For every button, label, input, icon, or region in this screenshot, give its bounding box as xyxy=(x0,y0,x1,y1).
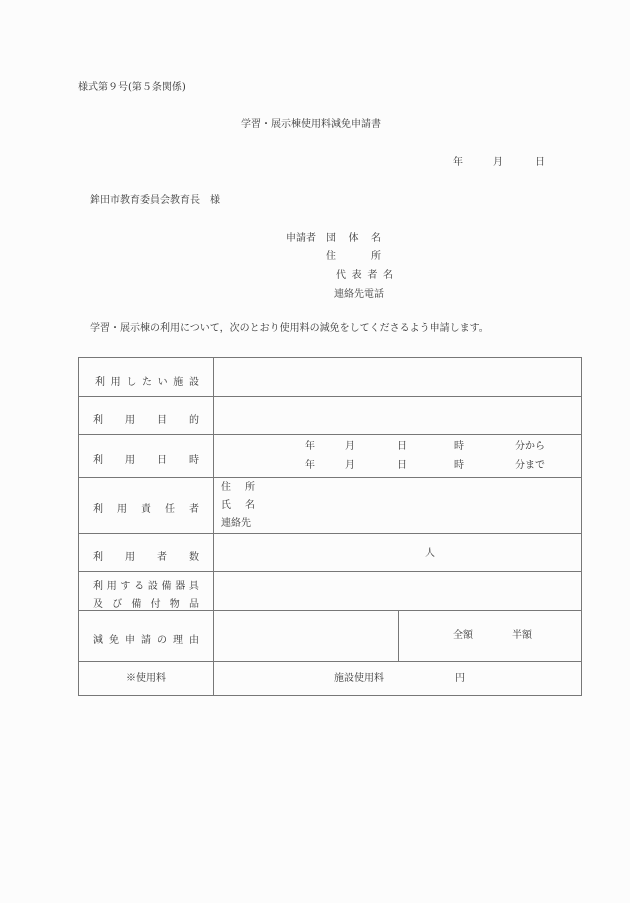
full-amount-option[interactable]: 全額 xyxy=(453,630,473,641)
label-responsible: 利 用 責 任 者 xyxy=(93,504,199,515)
applicant-label: 申請者 xyxy=(286,233,316,244)
facility-field[interactable] xyxy=(215,358,581,395)
responsible-contact[interactable]: 連絡先 xyxy=(221,518,251,529)
intro-text: 学習・展示棟の利用について，次のとおり使用料の減免をしてくださるよう申請します。 xyxy=(90,323,489,334)
date-day: 日 xyxy=(535,157,545,168)
facility-fee-label: 施設使用料 xyxy=(334,673,384,684)
phone-label: 連絡先電話 xyxy=(334,289,384,300)
form-number: 様式第９号(第５条関係) xyxy=(78,82,186,93)
label-reduction-reason: 減 免 申 請 の 理 由 xyxy=(93,635,199,646)
label-fee: ※使用料 xyxy=(126,673,166,684)
address-label: 住 所 xyxy=(326,251,381,262)
label-equipment-line2: 及 び 備 付 物 品 xyxy=(93,599,199,610)
label-datetime: 利 用 日 時 xyxy=(93,455,199,466)
responsible-address[interactable]: 住 所 xyxy=(221,482,255,493)
datetime-to[interactable]: 年 月 日 時 分まで xyxy=(305,460,545,471)
date-year: 年 xyxy=(453,157,463,168)
user-count-unit: 人 xyxy=(425,548,435,559)
date-month: 月 xyxy=(493,157,503,168)
representative-label: 代 表 者 名 xyxy=(336,270,393,281)
equipment-field[interactable] xyxy=(215,573,581,609)
fee-currency: 円 xyxy=(455,673,465,684)
addressee: 鉾田市教育委員会教育長 様 xyxy=(90,195,220,206)
responsible-name[interactable]: 氏 名 xyxy=(221,500,255,511)
application-table xyxy=(78,357,582,696)
label-equipment-line1: 利 用 す る 設 備 器 具 xyxy=(93,581,199,592)
datetime-from[interactable]: 年 月 日 時 分から xyxy=(305,441,545,452)
group-name-label: 団 体 名 xyxy=(326,233,381,244)
label-purpose: 利 用 目 的 xyxy=(93,415,199,426)
reduction-reason-field[interactable] xyxy=(215,612,397,660)
label-user-count: 利 用 者 数 xyxy=(93,552,199,563)
label-facility: 利 用 し た い 施 設 xyxy=(95,377,199,388)
document-title: 学習・展示棟使用料減免申請書 xyxy=(241,119,381,130)
half-amount-option[interactable]: 半額 xyxy=(512,630,532,641)
purpose-field[interactable] xyxy=(215,397,581,433)
user-count-field[interactable] xyxy=(215,535,581,570)
